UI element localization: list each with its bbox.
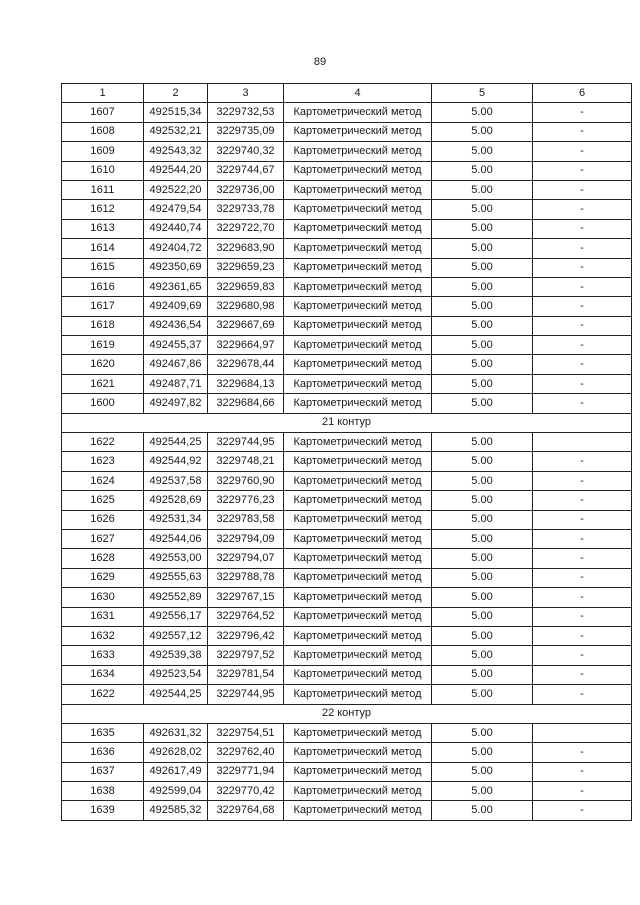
cell-accuracy: 5.00 xyxy=(432,471,533,490)
cell-accuracy: 5.00 xyxy=(432,374,533,393)
cell-x-coordinate: 492467,86 xyxy=(144,355,208,374)
header-row xyxy=(62,84,632,103)
cell-method: Картометрический метод xyxy=(284,394,432,413)
cell-x-coordinate: 492553,00 xyxy=(144,549,208,568)
table-row xyxy=(62,374,632,393)
cell-x-coordinate: 492528,69 xyxy=(144,491,208,510)
cell-note: - xyxy=(533,685,632,704)
cell-note: - xyxy=(533,762,632,781)
cell-x-coordinate: 492479,54 xyxy=(144,200,208,219)
cell-y-coordinate: 3229744,67 xyxy=(208,161,284,180)
header-point-number: 1 xyxy=(62,84,144,103)
cell-point-number: 1623 xyxy=(62,452,144,471)
cell-y-coordinate: 3229797,52 xyxy=(208,646,284,665)
cell-accuracy: 5.00 xyxy=(432,258,533,277)
cell-note: - xyxy=(533,588,632,607)
cell-note: - xyxy=(533,607,632,626)
cell-method: Картометрический метод xyxy=(284,161,432,180)
section-row xyxy=(62,704,632,723)
cell-x-coordinate: 492436,54 xyxy=(144,316,208,335)
cell-note: - xyxy=(533,180,632,199)
table-row xyxy=(62,626,632,645)
cell-note: - xyxy=(533,277,632,296)
cell-accuracy: 5.00 xyxy=(432,723,533,742)
cell-y-coordinate: 3229794,09 xyxy=(208,529,284,548)
table-row xyxy=(62,122,632,141)
table-row xyxy=(62,801,632,820)
cell-x-coordinate: 492544,06 xyxy=(144,529,208,548)
table-row xyxy=(62,646,632,665)
table-row xyxy=(62,607,632,626)
cell-accuracy: 5.00 xyxy=(432,180,533,199)
cell-point-number: 1625 xyxy=(62,491,144,510)
cell-method: Картометрический метод xyxy=(284,277,432,296)
cell-point-number: 1637 xyxy=(62,762,144,781)
cell-method: Картометрический метод xyxy=(284,646,432,665)
table-row xyxy=(62,394,632,413)
cell-x-coordinate: 492544,25 xyxy=(144,433,208,452)
cell-point-number: 1621 xyxy=(62,374,144,393)
cell-method: Картометрический метод xyxy=(284,626,432,645)
cell-point-number: 1627 xyxy=(62,529,144,548)
cell-point-number: 1631 xyxy=(62,607,144,626)
cell-accuracy: 5.00 xyxy=(432,355,533,374)
cell-x-coordinate: 492599,04 xyxy=(144,782,208,801)
table-row xyxy=(62,297,632,316)
table-row xyxy=(62,219,632,238)
header-x-coordinate: 2 xyxy=(144,84,208,103)
table-row xyxy=(62,723,632,742)
table-row xyxy=(62,665,632,684)
cell-point-number: 1618 xyxy=(62,316,144,335)
table-row xyxy=(62,142,632,161)
cell-method: Картометрический метод xyxy=(284,122,432,141)
cell-note: - xyxy=(533,103,632,122)
table-row xyxy=(62,161,632,180)
cell-method: Картометрический метод xyxy=(284,723,432,742)
cell-note: - xyxy=(533,471,632,490)
cell-accuracy: 5.00 xyxy=(432,762,533,781)
cell-point-number: 1614 xyxy=(62,239,144,258)
cell-y-coordinate: 3229659,83 xyxy=(208,277,284,296)
cell-y-coordinate: 3229667,69 xyxy=(208,316,284,335)
cell-x-coordinate: 492544,92 xyxy=(144,452,208,471)
cell-point-number: 1629 xyxy=(62,568,144,587)
cell-y-coordinate: 3229794,07 xyxy=(208,549,284,568)
cell-point-number: 1609 xyxy=(62,142,144,161)
cell-x-coordinate: 492487,71 xyxy=(144,374,208,393)
cell-y-coordinate: 3229735,09 xyxy=(208,122,284,141)
cell-x-coordinate: 492628,02 xyxy=(144,743,208,762)
cell-point-number: 1617 xyxy=(62,297,144,316)
cell-accuracy: 5.00 xyxy=(432,336,533,355)
cell-note: - xyxy=(533,297,632,316)
cell-note: - xyxy=(533,355,632,374)
cell-point-number: 1619 xyxy=(62,336,144,355)
cell-method: Картометрический метод xyxy=(284,258,432,277)
cell-accuracy: 5.00 xyxy=(432,161,533,180)
table-row xyxy=(62,510,632,529)
cell-point-number: 1612 xyxy=(62,200,144,219)
cell-x-coordinate: 492404,72 xyxy=(144,239,208,258)
table-row xyxy=(62,433,632,452)
table-row xyxy=(62,355,632,374)
cell-y-coordinate: 3229771,94 xyxy=(208,762,284,781)
cell-point-number: 1639 xyxy=(62,801,144,820)
cell-y-coordinate: 3229781,54 xyxy=(208,665,284,684)
cell-x-coordinate: 492557,12 xyxy=(144,626,208,645)
cell-note: - xyxy=(533,743,632,762)
cell-note: - xyxy=(533,626,632,645)
cell-note: - xyxy=(533,782,632,801)
cell-point-number: 1615 xyxy=(62,258,144,277)
cell-y-coordinate: 3229664,97 xyxy=(208,336,284,355)
cell-note: - xyxy=(533,568,632,587)
cell-y-coordinate: 3229736,00 xyxy=(208,180,284,199)
section-title: 21 контур xyxy=(62,413,632,432)
cell-x-coordinate: 492537,58 xyxy=(144,471,208,490)
cell-point-number: 1613 xyxy=(62,219,144,238)
cell-point-number: 1622 xyxy=(62,433,144,452)
cell-accuracy: 5.00 xyxy=(432,782,533,801)
cell-x-coordinate: 492532,21 xyxy=(144,122,208,141)
table-row xyxy=(62,743,632,762)
cell-accuracy: 5.00 xyxy=(432,588,533,607)
table-row xyxy=(62,239,632,258)
cell-note: - xyxy=(533,239,632,258)
cell-accuracy: 5.00 xyxy=(432,219,533,238)
cell-y-coordinate: 3229680,98 xyxy=(208,297,284,316)
cell-x-coordinate: 492552,89 xyxy=(144,588,208,607)
coordinates-table xyxy=(61,83,632,821)
cell-method: Картометрический метод xyxy=(284,568,432,587)
cell-accuracy: 5.00 xyxy=(432,452,533,471)
cell-accuracy: 5.00 xyxy=(432,200,533,219)
cell-accuracy: 5.00 xyxy=(432,529,533,548)
cell-y-coordinate: 3229788,78 xyxy=(208,568,284,587)
cell-accuracy: 5.00 xyxy=(432,433,533,452)
table-row xyxy=(62,762,632,781)
cell-note: - xyxy=(533,142,632,161)
cell-note: - xyxy=(533,665,632,684)
cell-point-number: 1600 xyxy=(62,394,144,413)
cell-y-coordinate: 3229684,13 xyxy=(208,374,284,393)
table-row xyxy=(62,316,632,335)
cell-note: - xyxy=(533,549,632,568)
cell-accuracy: 5.00 xyxy=(432,743,533,762)
cell-accuracy: 5.00 xyxy=(432,685,533,704)
cell-method: Картометрический метод xyxy=(284,452,432,471)
cell-note: - xyxy=(533,200,632,219)
table-row xyxy=(62,180,632,199)
cell-note: - xyxy=(533,161,632,180)
cell-method: Картометрический метод xyxy=(284,316,432,335)
header-y-coordinate: 3 xyxy=(208,84,284,103)
header-method: 4 xyxy=(284,84,432,103)
cell-y-coordinate: 3229744,95 xyxy=(208,685,284,704)
cell-x-coordinate: 492631,32 xyxy=(144,723,208,742)
cell-method: Картометрический метод xyxy=(284,374,432,393)
section-title: 22 контур xyxy=(62,704,632,723)
cell-method: Картометрический метод xyxy=(284,510,432,529)
cell-method: Картометрический метод xyxy=(284,471,432,490)
cell-y-coordinate: 3229764,68 xyxy=(208,801,284,820)
cell-point-number: 1638 xyxy=(62,782,144,801)
cell-note: - xyxy=(533,316,632,335)
cell-x-coordinate: 492523,54 xyxy=(144,665,208,684)
table-row xyxy=(62,782,632,801)
cell-x-coordinate: 492555,63 xyxy=(144,568,208,587)
cell-point-number: 1616 xyxy=(62,277,144,296)
cell-accuracy: 5.00 xyxy=(432,297,533,316)
cell-point-number: 1632 xyxy=(62,626,144,645)
cell-x-coordinate: 492544,25 xyxy=(144,685,208,704)
cell-method: Картометрический метод xyxy=(284,665,432,684)
cell-point-number: 1636 xyxy=(62,743,144,762)
table-body xyxy=(62,84,632,821)
cell-y-coordinate: 3229754,51 xyxy=(208,723,284,742)
cell-note xyxy=(533,723,632,742)
cell-x-coordinate: 492361,65 xyxy=(144,277,208,296)
cell-method: Картометрический метод xyxy=(284,200,432,219)
cell-point-number: 1620 xyxy=(62,355,144,374)
cell-accuracy: 5.00 xyxy=(432,491,533,510)
cell-accuracy: 5.00 xyxy=(432,568,533,587)
table-row xyxy=(62,200,632,219)
cell-method: Картометрический метод xyxy=(284,801,432,820)
cell-y-coordinate: 3229659,23 xyxy=(208,258,284,277)
cell-method: Картометрический метод xyxy=(284,433,432,452)
cell-method: Картометрический метод xyxy=(284,762,432,781)
table-row xyxy=(62,529,632,548)
cell-accuracy: 5.00 xyxy=(432,142,533,161)
header-accuracy: 5 xyxy=(432,84,533,103)
cell-y-coordinate: 3229796,42 xyxy=(208,626,284,645)
cell-point-number: 1633 xyxy=(62,646,144,665)
cell-note: - xyxy=(533,336,632,355)
cell-y-coordinate: 3229740,32 xyxy=(208,142,284,161)
table-row xyxy=(62,103,632,122)
cell-y-coordinate: 3229764,52 xyxy=(208,607,284,626)
cell-y-coordinate: 3229722,70 xyxy=(208,219,284,238)
header-note: 6 xyxy=(533,84,632,103)
cell-accuracy: 5.00 xyxy=(432,646,533,665)
table-row xyxy=(62,549,632,568)
cell-x-coordinate: 492585,32 xyxy=(144,801,208,820)
cell-method: Картометрический метод xyxy=(284,588,432,607)
table-row xyxy=(62,452,632,471)
cell-x-coordinate: 492543,32 xyxy=(144,142,208,161)
cell-point-number: 1626 xyxy=(62,510,144,529)
cell-point-number: 1608 xyxy=(62,122,144,141)
cell-y-coordinate: 3229732,53 xyxy=(208,103,284,122)
cell-method: Картометрический метод xyxy=(284,142,432,161)
cell-method: Картометрический метод xyxy=(284,782,432,801)
cell-accuracy: 5.00 xyxy=(432,277,533,296)
cell-method: Картометрический метод xyxy=(284,491,432,510)
cell-x-coordinate: 492497,82 xyxy=(144,394,208,413)
table-row xyxy=(62,568,632,587)
cell-point-number: 1622 xyxy=(62,685,144,704)
cell-point-number: 1607 xyxy=(62,103,144,122)
cell-y-coordinate: 3229683,90 xyxy=(208,239,284,258)
cell-note: - xyxy=(533,219,632,238)
cell-point-number: 1610 xyxy=(62,161,144,180)
cell-x-coordinate: 492515,34 xyxy=(144,103,208,122)
cell-point-number: 1624 xyxy=(62,471,144,490)
cell-y-coordinate: 3229760,90 xyxy=(208,471,284,490)
cell-note: - xyxy=(533,452,632,471)
cell-note: - xyxy=(533,258,632,277)
cell-point-number: 1635 xyxy=(62,723,144,742)
cell-x-coordinate: 492409,69 xyxy=(144,297,208,316)
cell-method: Картометрический метод xyxy=(284,103,432,122)
table-row xyxy=(62,277,632,296)
cell-accuracy: 5.00 xyxy=(432,239,533,258)
cell-x-coordinate: 492617,49 xyxy=(144,762,208,781)
cell-y-coordinate: 3229748,21 xyxy=(208,452,284,471)
cell-y-coordinate: 3229767,15 xyxy=(208,588,284,607)
cell-note: - xyxy=(533,646,632,665)
cell-method: Картометрический метод xyxy=(284,180,432,199)
cell-note: - xyxy=(533,529,632,548)
cell-method: Картометрический метод xyxy=(284,607,432,626)
table-row xyxy=(62,685,632,704)
cell-accuracy: 5.00 xyxy=(432,626,533,645)
cell-y-coordinate: 3229684,66 xyxy=(208,394,284,413)
cell-note: - xyxy=(533,491,632,510)
table-row xyxy=(62,471,632,490)
cell-accuracy: 5.00 xyxy=(432,607,533,626)
cell-y-coordinate: 3229733,78 xyxy=(208,200,284,219)
cell-method: Картометрический метод xyxy=(284,743,432,762)
cell-method: Картометрический метод xyxy=(284,336,432,355)
cell-method: Картометрический метод xyxy=(284,355,432,374)
cell-y-coordinate: 3229744,95 xyxy=(208,433,284,452)
cell-x-coordinate: 492522,20 xyxy=(144,180,208,199)
cell-note xyxy=(533,433,632,452)
cell-note: - xyxy=(533,801,632,820)
cell-x-coordinate: 492531,34 xyxy=(144,510,208,529)
cell-accuracy: 5.00 xyxy=(432,510,533,529)
cell-accuracy: 5.00 xyxy=(432,316,533,335)
cell-y-coordinate: 3229762,40 xyxy=(208,743,284,762)
page-number: 89 xyxy=(313,56,327,68)
cell-point-number: 1628 xyxy=(62,549,144,568)
table-row xyxy=(62,336,632,355)
section-row xyxy=(62,413,632,432)
cell-method: Картометрический метод xyxy=(284,219,432,238)
cell-x-coordinate: 492544,20 xyxy=(144,161,208,180)
cell-point-number: 1634 xyxy=(62,665,144,684)
cell-y-coordinate: 3229770,42 xyxy=(208,782,284,801)
cell-y-coordinate: 3229776,23 xyxy=(208,491,284,510)
cell-method: Картометрический метод xyxy=(284,239,432,258)
cell-x-coordinate: 492556,17 xyxy=(144,607,208,626)
cell-note: - xyxy=(533,510,632,529)
cell-accuracy: 5.00 xyxy=(432,549,533,568)
table-row xyxy=(62,258,632,277)
cell-x-coordinate: 492350,69 xyxy=(144,258,208,277)
cell-method: Картометрический метод xyxy=(284,549,432,568)
cell-y-coordinate: 3229783,58 xyxy=(208,510,284,529)
cell-x-coordinate: 492539,38 xyxy=(144,646,208,665)
cell-method: Картометрический метод xyxy=(284,297,432,316)
cell-x-coordinate: 492455,37 xyxy=(144,336,208,355)
table-row xyxy=(62,588,632,607)
cell-accuracy: 5.00 xyxy=(432,103,533,122)
cell-point-number: 1630 xyxy=(62,588,144,607)
cell-point-number: 1611 xyxy=(62,180,144,199)
cell-accuracy: 5.00 xyxy=(432,122,533,141)
cell-method: Картометрический метод xyxy=(284,529,432,548)
cell-method: Картометрический метод xyxy=(284,685,432,704)
cell-note: - xyxy=(533,374,632,393)
cell-note: - xyxy=(533,394,632,413)
cell-y-coordinate: 3229678,44 xyxy=(208,355,284,374)
cell-accuracy: 5.00 xyxy=(432,394,533,413)
table-row xyxy=(62,491,632,510)
cell-accuracy: 5.00 xyxy=(432,665,533,684)
cell-note: - xyxy=(533,122,632,141)
cell-accuracy: 5.00 xyxy=(432,801,533,820)
cell-x-coordinate: 492440,74 xyxy=(144,219,208,238)
